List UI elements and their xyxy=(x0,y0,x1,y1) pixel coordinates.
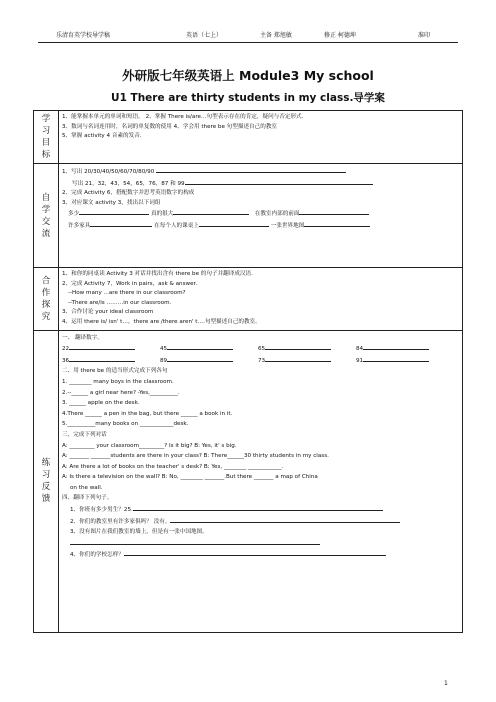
question-line: 5.__________many books on ____________desk. xyxy=(62,421,189,428)
document-subtitle: U1 There are thirty students in my class.导学案 xyxy=(111,92,385,104)
number-prompt: 91 xyxy=(356,357,364,364)
task-line xyxy=(62,166,459,178)
document-title: 外研版七年级英语上 Module3 My school xyxy=(122,68,374,83)
dialogue-line: A: Are there a lot of books on the teacher' s desk? B: Yes, ________ ____________. xyxy=(62,463,284,470)
header-approver: 准印 xyxy=(418,32,431,39)
cooperation-content xyxy=(59,268,463,331)
goal-line: 1、能掌握本单元的单词和短语。 2、掌握 There is/are…句型表示存在的肯定，疑问与否定形式. xyxy=(62,114,304,120)
answer-blank[interactable] xyxy=(363,343,429,350)
answer-blank[interactable] xyxy=(69,343,135,350)
worksheet-table xyxy=(33,110,463,633)
answer-blank[interactable] xyxy=(79,208,149,215)
goal-line: 3、数词与名词连用时，名词的单复数的使用 4、学会用 there be 句型描述自己的教室 xyxy=(62,123,278,130)
self-study-label xyxy=(34,164,59,268)
cooperation-row xyxy=(34,268,463,331)
label-char: 合 xyxy=(41,275,51,286)
translation-line xyxy=(62,516,459,528)
label-char: 学 xyxy=(41,204,51,215)
answer-blank[interactable] xyxy=(90,220,152,227)
task-text: 1、写出 20/30/40/50/60/70/80/90 xyxy=(62,169,155,175)
translation-line xyxy=(62,504,459,516)
phrase-prompt: 真的很大 xyxy=(150,211,174,218)
practice-label xyxy=(34,330,59,632)
label-char: 目 xyxy=(41,138,51,148)
answer-blank[interactable] xyxy=(124,549,386,556)
answer-blank[interactable] xyxy=(265,343,331,350)
header-reviser: 修正 柯德坤 xyxy=(324,32,356,39)
label-char: 习 xyxy=(41,470,51,481)
section-heading: 三、完成下列对话 xyxy=(62,431,107,438)
label-char: 馈 xyxy=(41,494,51,505)
task-line: 4、运用 there is/ isn' t…，there are /there aren' t….句型描述自己的教室。 xyxy=(62,318,261,325)
dialogue-line: A: Is there a television on the wall? B: No, ________ _______.But there _______ a map of China xyxy=(62,474,318,481)
question-line: 3. ______ apple on the desk. xyxy=(62,400,140,407)
number-prompt: 36 xyxy=(62,357,70,364)
task-line xyxy=(62,178,459,190)
section-heading: 二、用 there be 的适当形式完成下列各句 xyxy=(62,368,168,375)
task-line: 3、对应课文 activity 3，找出以下词组 xyxy=(62,199,161,206)
translation-prompt: 4、你们的学校怎样？ xyxy=(70,552,124,559)
phrase-prompt: 一张世界地图 xyxy=(270,222,305,229)
number-prompt: 73 xyxy=(258,357,266,364)
answer-blank[interactable] xyxy=(170,516,400,523)
task-line: --How many ...are there in our classroom? xyxy=(68,290,186,297)
answer-blank[interactable] xyxy=(185,178,373,185)
label-char: 自 xyxy=(41,192,51,203)
section-heading: 四、翻译下列句子。 xyxy=(62,495,113,502)
self-study-row xyxy=(34,164,463,268)
label-char: 交 xyxy=(41,216,51,227)
goals-label xyxy=(34,111,59,164)
answer-blank[interactable] xyxy=(167,343,233,350)
label-char: 作 xyxy=(41,287,51,298)
translation-prompt: 1、你班有多少男生？25. xyxy=(70,507,133,514)
translation-line: 3、没有图片在我们教室的墙上，但是有一张中国地图。 xyxy=(70,529,208,536)
label-char: 反 xyxy=(41,482,51,493)
phrase-prompt: 在教室内部的前面 xyxy=(254,211,300,218)
label-char: 习 xyxy=(41,126,51,136)
dialogue-line: A: _________ your classroom_________? Is it big? B: Yes, it' s big. xyxy=(62,442,237,449)
goal-line: 5、掌握 activity 4 音素的发音. xyxy=(62,133,142,140)
answer-blank[interactable] xyxy=(133,504,383,511)
answer-blank[interactable] xyxy=(199,220,269,227)
cooperation-label xyxy=(34,268,59,331)
translation-prompt: 2、你们的教室里有许多家俱吗？ 没有。 xyxy=(70,518,171,525)
practice-content xyxy=(59,330,463,632)
goals-content xyxy=(59,111,463,164)
task-line: 1、和你的同桌读 Activity 3 对话并找出含有 there be 的句子并翻译成汉语. xyxy=(62,271,253,277)
answer-blank[interactable] xyxy=(69,355,135,362)
number-prompt: 45 xyxy=(160,346,168,353)
question-line: 2.--______ a girl near here? -Yes,__________. xyxy=(62,389,180,396)
dialogue-line: on the wall. xyxy=(70,484,103,491)
phrase-prompt: 多少 xyxy=(68,211,80,218)
answer-blank[interactable] xyxy=(304,220,370,227)
answer-blank[interactable] xyxy=(363,355,429,362)
section-heading: 一、 翻译数字。 xyxy=(62,334,103,341)
self-study-content xyxy=(59,164,463,268)
number-row xyxy=(62,355,459,367)
answer-blank[interactable] xyxy=(265,355,331,362)
translation-line xyxy=(62,549,459,561)
number-prompt: 84 xyxy=(356,346,364,353)
phrase-line xyxy=(62,220,459,232)
dialogue-line: A: _______ _______students are there in your class? B: There______30 thirty students in my class. xyxy=(62,453,329,460)
task-line: 3、合作讨论 your ideal classroom xyxy=(62,309,154,316)
task-text: 写出 21，32，43，54，65，76，87 和 99 xyxy=(72,180,185,187)
header-editor: 主备 郑旭敏 xyxy=(260,32,292,39)
question-line: 4.There ______ a pen in the bag, but there ______ a book in it. xyxy=(62,410,233,417)
label-char: 学 xyxy=(41,114,51,124)
task-line: 2、完成 Activity 6，搭配数字并思考英语数字的构成 xyxy=(62,190,195,197)
phrase-prompt: 在每个人的课桌上 xyxy=(154,222,199,229)
number-prompt: 65 xyxy=(258,346,266,353)
header-school: 乐清育英学校导学稿 xyxy=(56,32,111,39)
phrase-prompt: 许多家具 xyxy=(68,222,91,229)
number-prompt: 22 xyxy=(62,346,70,353)
translation-line xyxy=(62,538,459,550)
answer-blank[interactable] xyxy=(156,166,346,173)
answer-blank[interactable] xyxy=(173,208,249,215)
number-row xyxy=(62,343,459,355)
answer-blank[interactable] xyxy=(167,355,233,362)
practice-row xyxy=(34,330,463,632)
answer-blank[interactable] xyxy=(299,208,369,215)
page-number: 1 xyxy=(444,680,448,687)
label-char: 标 xyxy=(41,150,51,160)
header-subject: 英语（七上） xyxy=(186,32,223,39)
label-char: 探 xyxy=(41,299,51,310)
question-line: 1. ________ many boys in the classroom. xyxy=(62,378,174,385)
page-header xyxy=(38,30,458,43)
goals-row xyxy=(34,111,463,164)
number-prompt: 89 xyxy=(160,357,168,364)
task-line: --There are/is ………in our classroom. xyxy=(68,299,172,306)
label-char: 究 xyxy=(41,311,51,322)
task-line: 2、完成 Activity 7，Work in pairs，ask & answer. xyxy=(62,280,198,287)
answer-blank[interactable] xyxy=(70,538,320,545)
label-char: 流 xyxy=(41,228,51,239)
label-char: 练 xyxy=(41,458,51,469)
phrase-line xyxy=(62,208,459,220)
